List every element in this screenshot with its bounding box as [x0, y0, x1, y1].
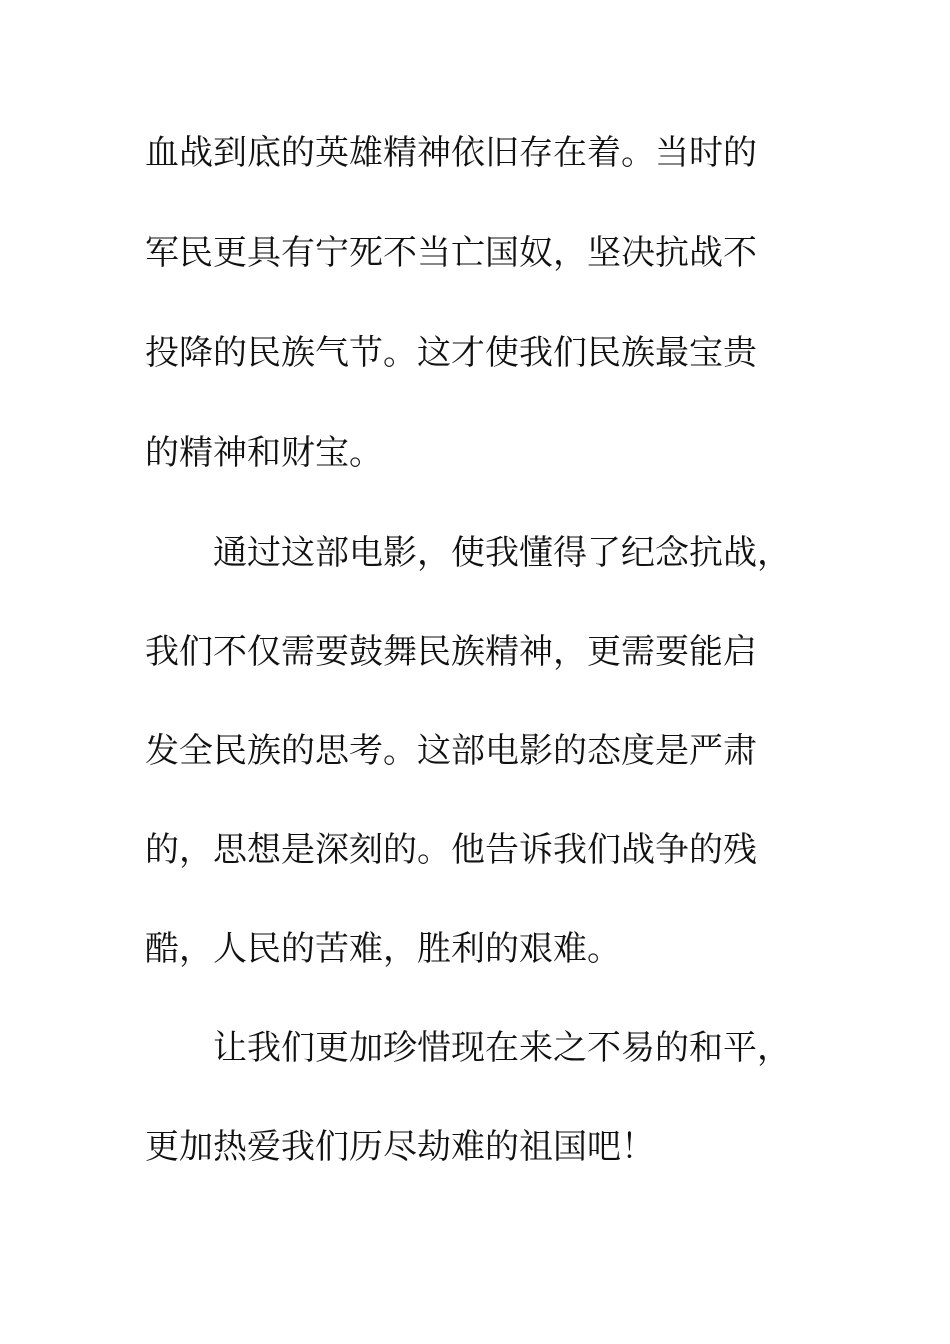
paragraph-first-line: 让我们更加珍惜现在来之不易的和平，: [213, 1028, 791, 1068]
text-line: 投降的民族气节。这才使我们民族最宝贵: [145, 333, 757, 373]
text-line: 军民更具有宁死不当亡国奴，坚决抗战不: [145, 233, 757, 273]
text-line: 我们不仅需要鼓舞民族精神，更需要能启: [145, 632, 757, 672]
text-line: 的，思想是深刻的。他告诉我们战争的残: [145, 830, 757, 870]
text-line: 更加热爱我们历尽劫难的祖国吧！: [145, 1127, 655, 1167]
text-line: 酷，人民的苦难，胜利的艰难。: [145, 929, 621, 969]
paragraph-first-line: 通过这部电影，使我懂得了纪念抗战，: [213, 533, 791, 573]
text-line: 发全民族的思考。这部电影的态度是严肃: [145, 731, 757, 771]
text-line: 的精神和财宝。: [145, 433, 383, 473]
text-line: 血战到底的英雄精神依旧存在着。当时的: [145, 133, 757, 173]
